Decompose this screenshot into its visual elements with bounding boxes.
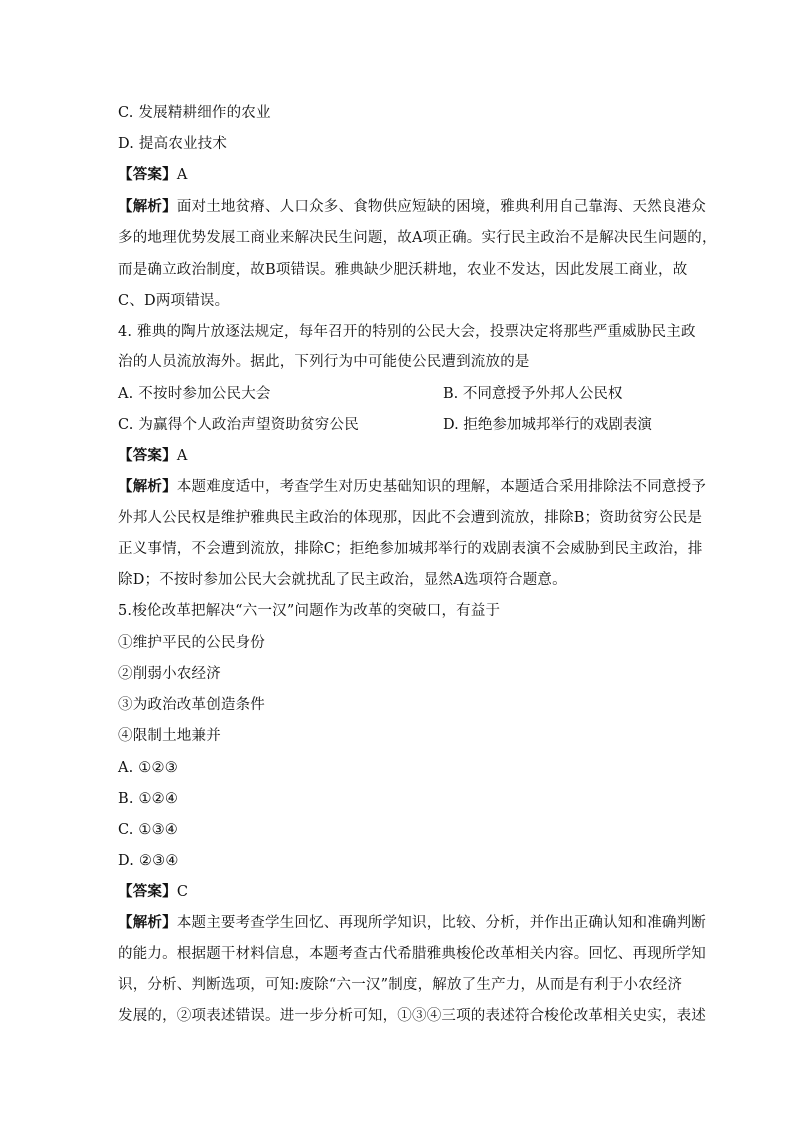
analysis-tag: 【解析】	[118, 478, 177, 495]
answer-value: A	[176, 448, 188, 464]
q5-option-c: C. ①③④	[118, 822, 178, 838]
q4-option-c: C. 为赢得个人政治声望资助贫穷公民	[118, 417, 359, 433]
answer-tag: 【答案】	[118, 447, 177, 464]
analysis-text: 本题难度适中，考查学生对历史基础知识的理解，本题适合采用排除法不同意授予	[176, 479, 707, 495]
analysis-text: 本题主要考查学生回忆、再现所学知识，比较、分析，并作出正确认知和准确判断	[176, 915, 707, 931]
q3-analysis-line-1	[118, 197, 707, 217]
answer-value: C	[176, 884, 189, 900]
q4-analysis-line-3: 正义事情，不会遭到流放，排除C；拒绝参加城邦举行的戏剧表演不会威胁到民主政治，排	[118, 541, 703, 557]
q4-option-a: A. 不按时参加公民大会	[118, 386, 271, 402]
analysis-text: 面对土地贫瘠、人口众多、食物供应短缺的困境，雅典利用自己靠海、天然良港众	[176, 199, 707, 215]
q5-option-a: A. ①②③	[118, 760, 178, 776]
q4-stem-line-1: 4. 雅典的陶片放逐法规定，每年召开的特别的公民大会，投票决定将那些严重威胁民主政	[118, 324, 696, 340]
q4-analysis-line-1	[118, 477, 707, 497]
q4-option-d: D. 拒绝参加城邦举行的戏剧表演	[443, 417, 652, 433]
q5-analysis-line-4: 发展的，②项表述错误。进一步分析可知，①③④三项的表述符合梭伦改革相关史实，表述	[118, 1008, 706, 1024]
q5-item-3: ③为政治改革创造条件	[118, 697, 265, 713]
q5-option-d: D. ②③④	[118, 853, 179, 869]
q5-analysis-line-2: 的能力。根据题干材料信息，本题考查古代希腊雅典梭伦改革相关内容。回忆、再现所学知	[118, 946, 706, 962]
q4-analysis-line-4: 除D；不按时参加公民大会就扰乱了民主政治，显然A选项符合题意。	[118, 572, 567, 588]
answer-tag: 【答案】	[118, 883, 177, 900]
q5-item-1: ①维护平民的公民身份	[118, 635, 265, 651]
answer-value: A	[176, 167, 188, 183]
q3-analysis-line-4: C、D两项错误。	[118, 293, 230, 309]
q3-answer	[118, 165, 678, 185]
option-d-prev: D. 提高农业技术	[118, 136, 228, 152]
q5-analysis-line-3: 识，分析、判断选项，可知:废除“六一汉”制度，解放了生产力，从而是有利于小农经济	[118, 977, 683, 993]
q4-option-b: B. 不同意授予外邦人公民权	[443, 386, 623, 402]
q5-option-b: B. ①②④	[118, 791, 179, 807]
q5-answer	[118, 882, 678, 902]
q3-analysis-line-2: 多的地理优势发展工商业来解决民生问题，故A项正确。实行民主政治不是解决民生问题的，	[118, 230, 717, 246]
q5-item-2: ②削弱小农经济	[118, 666, 221, 682]
q4-stem-line-2: 治的人员流放海外。据此，下列行为中可能使公民遭到流放的是	[118, 354, 530, 370]
q5-stem: 5.梭伦改革把解决“六一汉”问题作为改革的突破口，有益于	[118, 603, 501, 619]
q5-item-4: ④限制土地兼并	[118, 728, 221, 744]
q4-analysis-line-2: 外邦人公民权是维护雅典民主政治的体现那，因此不会遭到流放，排除B；资助贫穷公民是	[118, 510, 703, 526]
analysis-tag: 【解析】	[118, 198, 177, 215]
option-c-prev: C. 发展精耕细作的农业	[118, 105, 271, 121]
answer-tag: 【答案】	[118, 166, 177, 183]
analysis-tag: 【解析】	[118, 914, 177, 931]
q5-analysis-line-1	[118, 913, 707, 933]
q4-answer	[118, 446, 678, 466]
q3-analysis-line-3: 而是确立政治制度，故B项错误。雅典缺少肥沃耕地，农业不发达，因此发展工商业，故	[118, 262, 688, 278]
